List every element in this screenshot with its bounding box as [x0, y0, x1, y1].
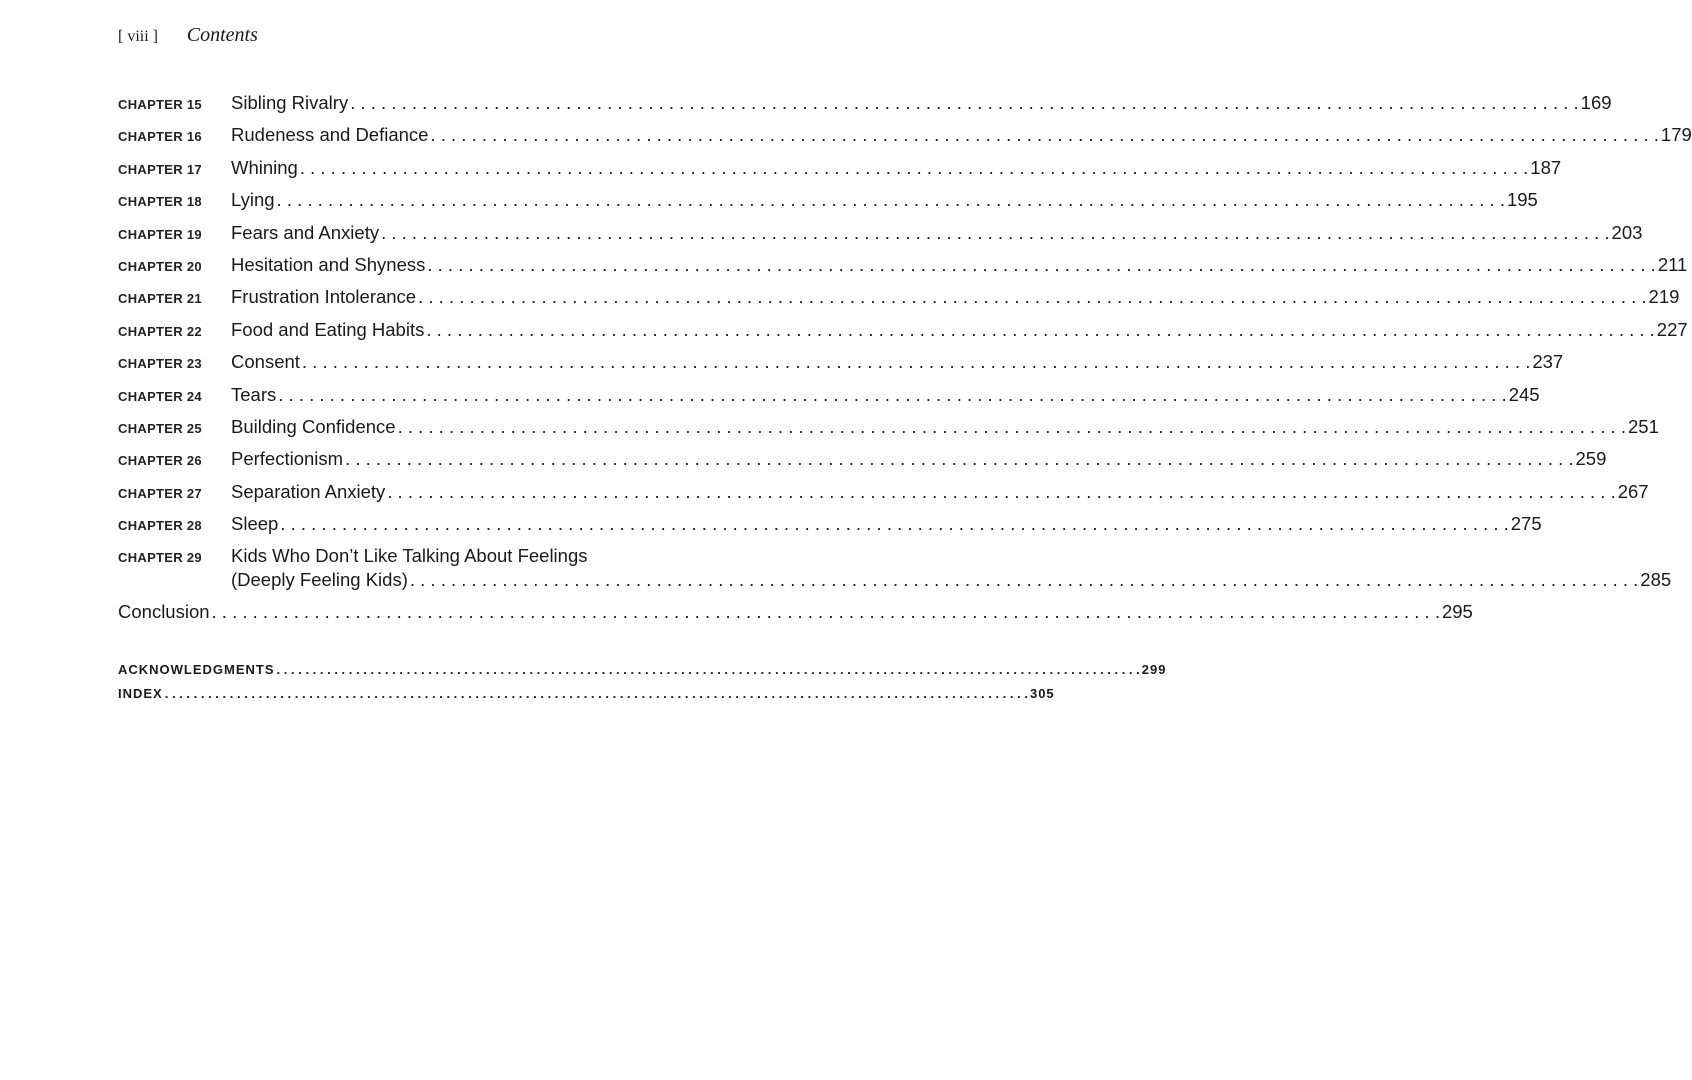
dot-leader [381, 222, 1609, 244]
page-number: 187 [1530, 156, 1562, 178]
chapter-label: CHAPTER 16 [118, 129, 202, 145]
chapter-title-line-1: Kids Who Don’t Like Talking About Feelings [231, 545, 588, 567]
page-number: 259 [1575, 448, 1607, 470]
chapter-title: Fears and Anxiety [231, 221, 380, 243]
page-number: 245 [1508, 383, 1540, 405]
table-of-contents [118, 92, 1692, 634]
toc-entry-chapter-16[interactable] [118, 124, 1692, 156]
page-number: 275 [1510, 513, 1542, 535]
page-number: 179 [1660, 124, 1692, 146]
page-number: 211 [1657, 253, 1688, 275]
chapter-label: CHAPTER 26 [118, 453, 202, 469]
chapter-label: CHAPTER 15 [118, 97, 202, 112]
page-number: 285 [1640, 569, 1672, 591]
chapter-label: CHAPTER 19 [118, 226, 202, 242]
chapter-title: Whining [231, 156, 298, 178]
chapter-title: Sleep [231, 513, 279, 535]
page-number: 299 [1141, 662, 1167, 677]
page-number: 227 [1656, 318, 1688, 340]
dot-leader [277, 189, 1505, 211]
chapter-label: CHAPTER 25 [118, 420, 202, 436]
toc-entry-conclusion[interactable] [118, 601, 1473, 633]
chapter-label: CHAPTER 28 [118, 518, 202, 534]
toc-entry-chapter-28[interactable] [118, 513, 1542, 545]
page-number: 267 [1617, 480, 1649, 502]
toc-entry-chapter-20[interactable] [118, 253, 1688, 286]
toc-entry-chapter-17[interactable] [118, 156, 1562, 189]
toc-entry-acknowledgments[interactable] [118, 662, 1167, 686]
chapter-title: Consent [231, 351, 300, 373]
dot-leader [300, 157, 1528, 179]
back-matter [118, 662, 1167, 710]
running-header [118, 24, 258, 47]
chapter-label: CHAPTER 27 [118, 485, 202, 501]
dot-leader [350, 92, 1578, 114]
dot-leader [280, 513, 1508, 535]
toc-entry-chapter-26[interactable] [118, 448, 1607, 480]
toc-entry-chapter-19[interactable] [118, 221, 1643, 254]
page-folio: [ viii ] [118, 28, 158, 45]
dot-leader [430, 124, 1658, 146]
back-matter-title: ACKNOWLEDGMENTS [118, 662, 275, 677]
dot-leader [426, 319, 1654, 341]
chapter-title: Perfectionism [231, 448, 344, 470]
chapter-label: CHAPTER 20 [118, 258, 202, 274]
chapter-label: CHAPTER 22 [118, 323, 202, 339]
page-number: 295 [1441, 601, 1473, 623]
toc-entry-chapter-29[interactable] [118, 545, 1672, 601]
toc-entry-chapter-15[interactable] [118, 92, 1612, 124]
dot-leader [212, 601, 1440, 623]
chapter-title: Rudeness and Defiance [231, 124, 429, 146]
toc-entry-chapter-21[interactable] [118, 286, 1680, 318]
chapter-title-line-2: (Deeply Feeling Kids) [231, 569, 408, 591]
page-number: 203 [1611, 221, 1643, 243]
dot-leader [398, 416, 1626, 438]
dot-leader [427, 254, 1655, 276]
chapter-label: CHAPTER 17 [118, 161, 202, 177]
page-number: 169 [1580, 92, 1612, 113]
chapter-title: Tears [231, 383, 277, 405]
chapter-title: Frustration Intolerance [231, 286, 417, 308]
toc-entry-chapter-25[interactable] [118, 415, 1659, 448]
dot-leader [345, 448, 1573, 470]
chapter-label: CHAPTER 21 [118, 291, 202, 307]
page-number: 305 [1029, 686, 1055, 701]
dot-leader [418, 286, 1646, 308]
dot-leader [277, 662, 1140, 677]
page-number: 195 [1506, 189, 1538, 211]
dot-leader [165, 686, 1028, 701]
chapter-label: CHAPTER 18 [118, 194, 202, 210]
chapter-title: Separation Anxiety [231, 480, 386, 502]
chapter-title: Building Confidence [231, 415, 396, 437]
dot-leader [302, 351, 1530, 373]
chapter-title: Food and Eating Habits [231, 318, 425, 340]
toc-entry-chapter-22[interactable] [118, 318, 1688, 351]
chapter-label: CHAPTER 23 [118, 356, 202, 372]
chapter-title: Lying [231, 189, 275, 211]
chapter-label: CHAPTER 24 [118, 388, 202, 404]
toc-entry-chapter-18[interactable] [118, 189, 1538, 221]
conclusion-title: Conclusion [118, 601, 210, 623]
toc-entry-chapter-24[interactable] [118, 383, 1540, 416]
dot-leader [387, 481, 1615, 503]
toc-entry-index[interactable] [118, 686, 1055, 710]
page-number: 251 [1628, 415, 1659, 437]
dot-leader [278, 384, 1506, 406]
chapter-label: CHAPTER 29 [118, 550, 202, 566]
chapter-title: Sibling Rivalry [231, 92, 349, 113]
back-matter-title: INDEX [118, 686, 163, 701]
running-title: Contents [186, 24, 258, 46]
page-number: 237 [1532, 351, 1564, 373]
toc-entry-chapter-27[interactable] [118, 480, 1649, 513]
toc-entry-chapter-23[interactable] [118, 351, 1564, 383]
chapter-title: Hesitation and Shyness [231, 253, 426, 275]
page-number: 219 [1648, 286, 1680, 308]
dot-leader [410, 569, 1638, 591]
